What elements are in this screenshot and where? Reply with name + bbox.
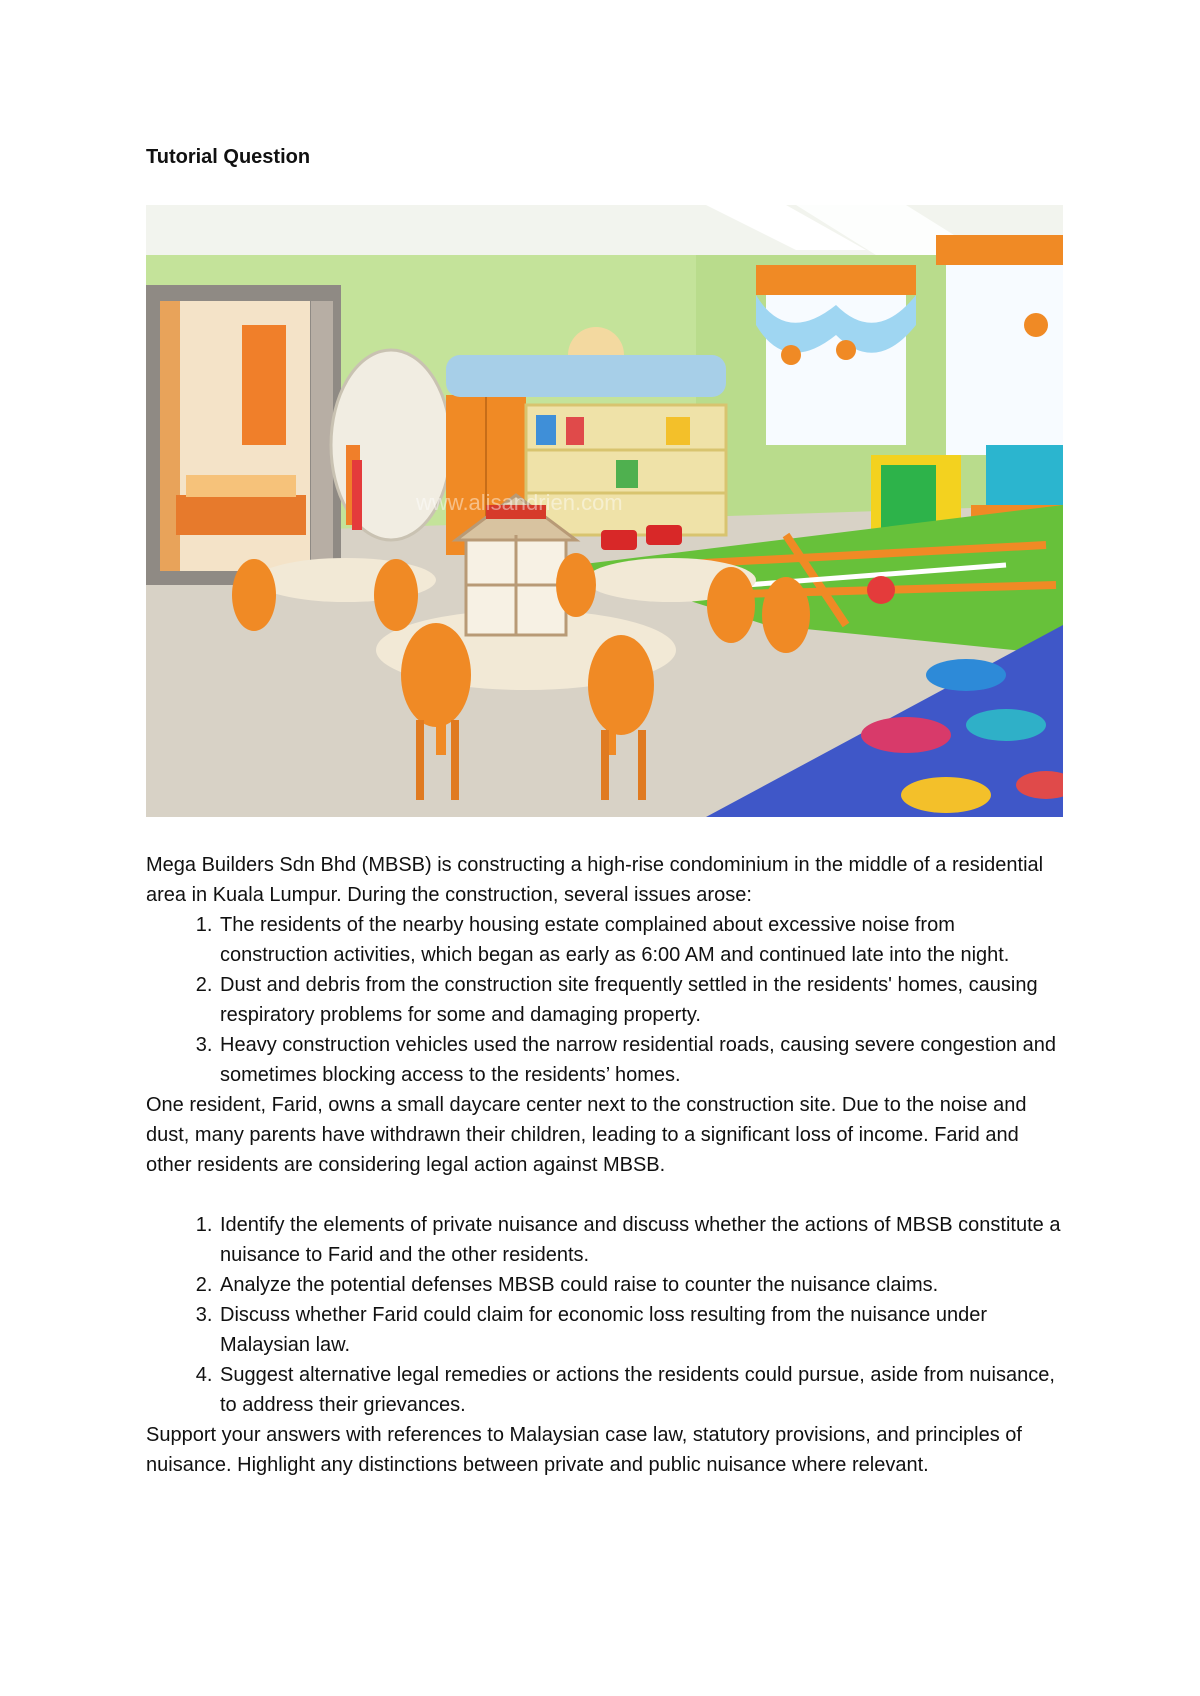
issues-list: [146, 910, 1066, 1090]
document-title: Tutorial Question: [146, 146, 311, 168]
scenario-paragraph: One resident, Farid, owns a small daycare center next to the construction site. Due to the noise and dust, many parents have withdrawn their children, leading to a significant loss of income. Farid and other residents are considering legal action against MBSB.: [146, 1094, 1027, 1176]
closing-paragraph: Support your answers with references to Malaysian case law, statutory provisions, and principles of nuisance. Highlight any distinctions between private and public nuisance where relevant.: [146, 1424, 1022, 1476]
issue-item: 1. The residents of the nearby housing estate complained about excessive noise from construction activities, which began as early as 6:00 AM and continued late into the night.: [218, 910, 1066, 970]
question-item: 4. Suggest alternative legal remedies or actions the residents could pursue, aside from nuisance, to address their grievances.: [218, 1360, 1066, 1420]
question-item: 1. Identify the elements of private nuisance and discuss whether the actions of MBSB constitute a nuisance to Farid and the other residents.: [218, 1210, 1066, 1270]
paragraph-spacer: [146, 1180, 1066, 1210]
question-item: 2. Analyze the potential defenses MBSB could raise to counter the nuisance claims.: [218, 1270, 1066, 1300]
questions-list: [146, 1210, 1066, 1420]
question-item: 3. Discuss whether Farid could claim for economic loss resulting from the nuisance under Malaysian law.: [218, 1300, 1066, 1360]
issue-item: 2. Dust and debris from the construction site frequently settled in the residents' homes, causing respiratory problems for some and damaging property.: [218, 970, 1066, 1030]
daycare-classroom-photo: [146, 205, 1063, 817]
issue-item: 3. Heavy construction vehicles used the narrow residential roads, causing severe congestion and sometimes blocking access to the residents’ homes.: [218, 1030, 1066, 1090]
intro-paragraph: Mega Builders Sdn Bhd (MBSB) is constructing a high-rise condominium in the middle of a residential area in Kuala Lumpur. During the construction, several issues arose:: [146, 854, 1044, 906]
document-body: [146, 850, 1066, 1480]
photo-watermark: www.alisandrien.com: [416, 490, 623, 515]
